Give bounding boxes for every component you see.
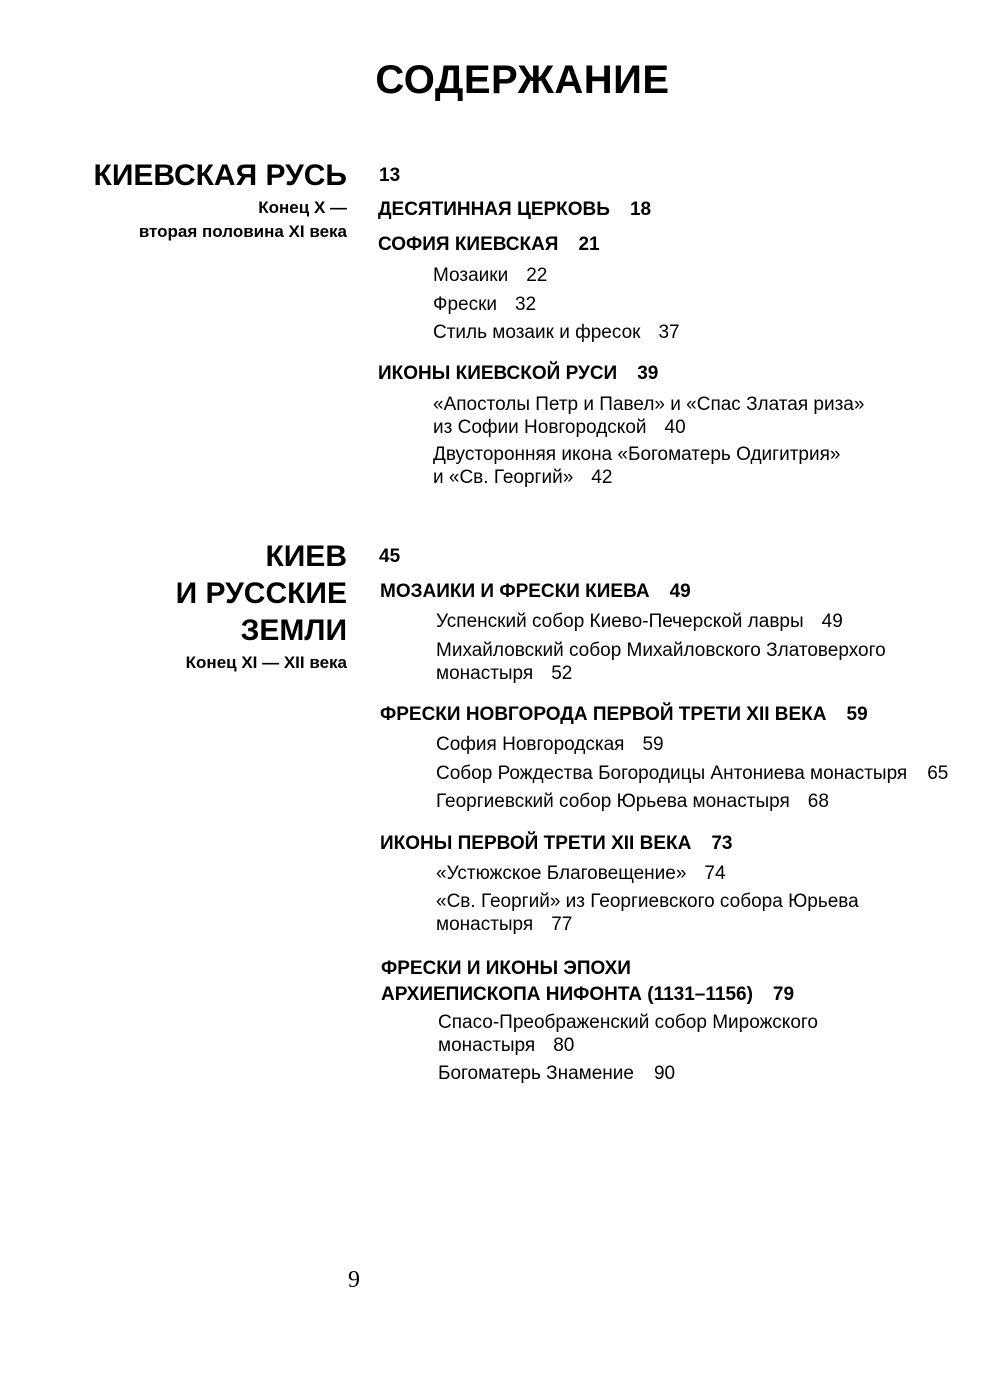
chapter-title[interactable] xyxy=(378,234,600,256)
toc-entry[interactable] xyxy=(436,862,726,885)
part-2-subtitle: Конец XI — XII века xyxy=(185,653,347,672)
toc-entry[interactable] xyxy=(433,321,680,344)
entry-page: 80 xyxy=(553,1035,575,1056)
entry-page: 65 xyxy=(927,763,949,784)
entry-text-line-1: Двусторонняя икона «Богоматерь Одигитрия» xyxy=(433,444,841,465)
toc-entry[interactable] xyxy=(436,762,948,785)
entry-text: «Устюжское Благовещение» xyxy=(436,863,687,884)
chapter-page: 21 xyxy=(578,234,600,255)
entry-page: 74 xyxy=(704,863,726,884)
entry-page: 77 xyxy=(551,914,573,935)
toc-entry[interactable] xyxy=(436,890,859,936)
toc-entry[interactable] xyxy=(438,1062,675,1085)
entry-text-line-2: монастыря xyxy=(436,914,534,935)
chapter-title[interactable] xyxy=(381,956,794,1008)
entry-text: Мозаики xyxy=(433,265,509,286)
chapter-page: 49 xyxy=(669,581,691,602)
entry-text: Успенский собор Киево-Печерской лавры xyxy=(436,611,804,632)
chapter-name-line-2: АРХИЕПИСКОПА НИФОНТА (1131–1156) xyxy=(381,984,753,1005)
entry-text-line-1: «Св. Георгий» из Георгиевского собора Юрьева xyxy=(436,891,859,912)
chapter-name: ДЕСЯТИННАЯ ЦЕРКОВЬ xyxy=(378,199,610,220)
entry-page: 52 xyxy=(551,663,573,684)
chapter-page: 79 xyxy=(772,984,795,1005)
entry-text: Собор Рождества Богородицы Антониева монастыря xyxy=(436,763,908,784)
part-1-subtitle-line-1: Конец X — xyxy=(258,198,347,217)
part-2-heading xyxy=(40,538,347,675)
toc-entry[interactable] xyxy=(433,393,864,439)
entry-text-line-1: Спасо-Преображенский собор Мирожского xyxy=(438,1012,818,1033)
part-2-title-line-1: КИЕВ xyxy=(265,540,347,573)
entry-text: Георгиевский собор Юрьева монастыря xyxy=(436,791,790,812)
entry-text-line-2: из Софии Новгородской xyxy=(433,417,647,438)
entry-text: София Новгородская xyxy=(436,734,625,755)
entry-text-line-2: монастыря xyxy=(436,663,534,684)
entry-text: Фрески xyxy=(433,294,498,315)
chapter-name: ИКОНЫ КИЕВСКОЙ РУСИ xyxy=(378,363,618,384)
toc-entry[interactable] xyxy=(436,733,664,756)
part-1-title: КИЕВСКАЯ РУСЬ xyxy=(93,159,347,192)
entry-text-line-1: «Апостолы Петр и Павел» и «Спас Златая риза» xyxy=(433,394,865,415)
part-2-page[interactable]: 45 xyxy=(379,546,401,567)
entry-text-line-2: и «Св. Георгий» xyxy=(433,467,574,488)
entry-text-line-1: Михайловский собор Михайловского Златоверхого xyxy=(436,640,886,661)
chapter-name: ФРЕСКИ НОВГОРОДА ПЕРВОЙ ТРЕТИ XII ВЕКА xyxy=(380,704,827,725)
entry-page: 49 xyxy=(821,611,843,632)
part-1-subtitle-line-2: вторая половина XI века xyxy=(138,222,347,241)
chapter-title[interactable] xyxy=(380,704,868,726)
chapter-page: 73 xyxy=(711,833,733,854)
page-number: 9 xyxy=(348,1267,360,1293)
entry-text: Стиль мозаик и фресок xyxy=(433,322,641,343)
entry-page: 32 xyxy=(515,294,537,315)
chapter-page: 39 xyxy=(637,363,659,384)
chapter-title[interactable] xyxy=(380,833,732,855)
toc-entry[interactable] xyxy=(433,443,840,489)
chapter-page: 18 xyxy=(629,199,652,220)
entry-page: 90 xyxy=(653,1063,676,1084)
entry-page: 68 xyxy=(807,791,829,812)
chapter-page: 59 xyxy=(846,704,868,725)
part-1-page[interactable]: 13 xyxy=(379,165,401,186)
entry-page: 40 xyxy=(664,417,686,438)
page-title: СОДЕРЖАНИЕ xyxy=(375,58,670,102)
entry-text: Богоматерь Знамение xyxy=(438,1063,634,1084)
toc-entry[interactable] xyxy=(436,790,829,813)
entry-text-line-2: монастыря xyxy=(438,1035,536,1056)
entry-page: 37 xyxy=(658,322,680,343)
toc-entry[interactable] xyxy=(433,293,536,316)
toc-entry[interactable] xyxy=(438,1011,818,1057)
chapter-name: МОЗАИКИ И ФРЕСКИ КИЕВА xyxy=(380,581,650,602)
part-1-heading xyxy=(40,157,347,244)
chapter-name-line-1: ФРЕСКИ И ИКОНЫ ЭПОХИ xyxy=(381,958,631,979)
toc-entry[interactable] xyxy=(433,264,547,287)
entry-page: 42 xyxy=(591,467,613,488)
chapter-name: СОФИЯ КИЕВСКАЯ xyxy=(378,234,559,255)
toc-entry[interactable] xyxy=(436,639,886,685)
part-2-title-line-3: ЗЕМЛИ xyxy=(240,614,347,647)
entry-page: 22 xyxy=(526,265,548,286)
entry-page: 59 xyxy=(642,734,664,755)
toc-entry[interactable] xyxy=(436,610,843,633)
chapter-name: ИКОНЫ ПЕРВОЙ ТРЕТИ XII ВЕКА xyxy=(380,833,692,854)
chapter-title[interactable] xyxy=(378,363,658,385)
part-2-title-line-2: И РУССКИЕ xyxy=(175,577,347,610)
chapter-title[interactable] xyxy=(380,581,691,603)
chapter-title[interactable] xyxy=(378,199,651,221)
